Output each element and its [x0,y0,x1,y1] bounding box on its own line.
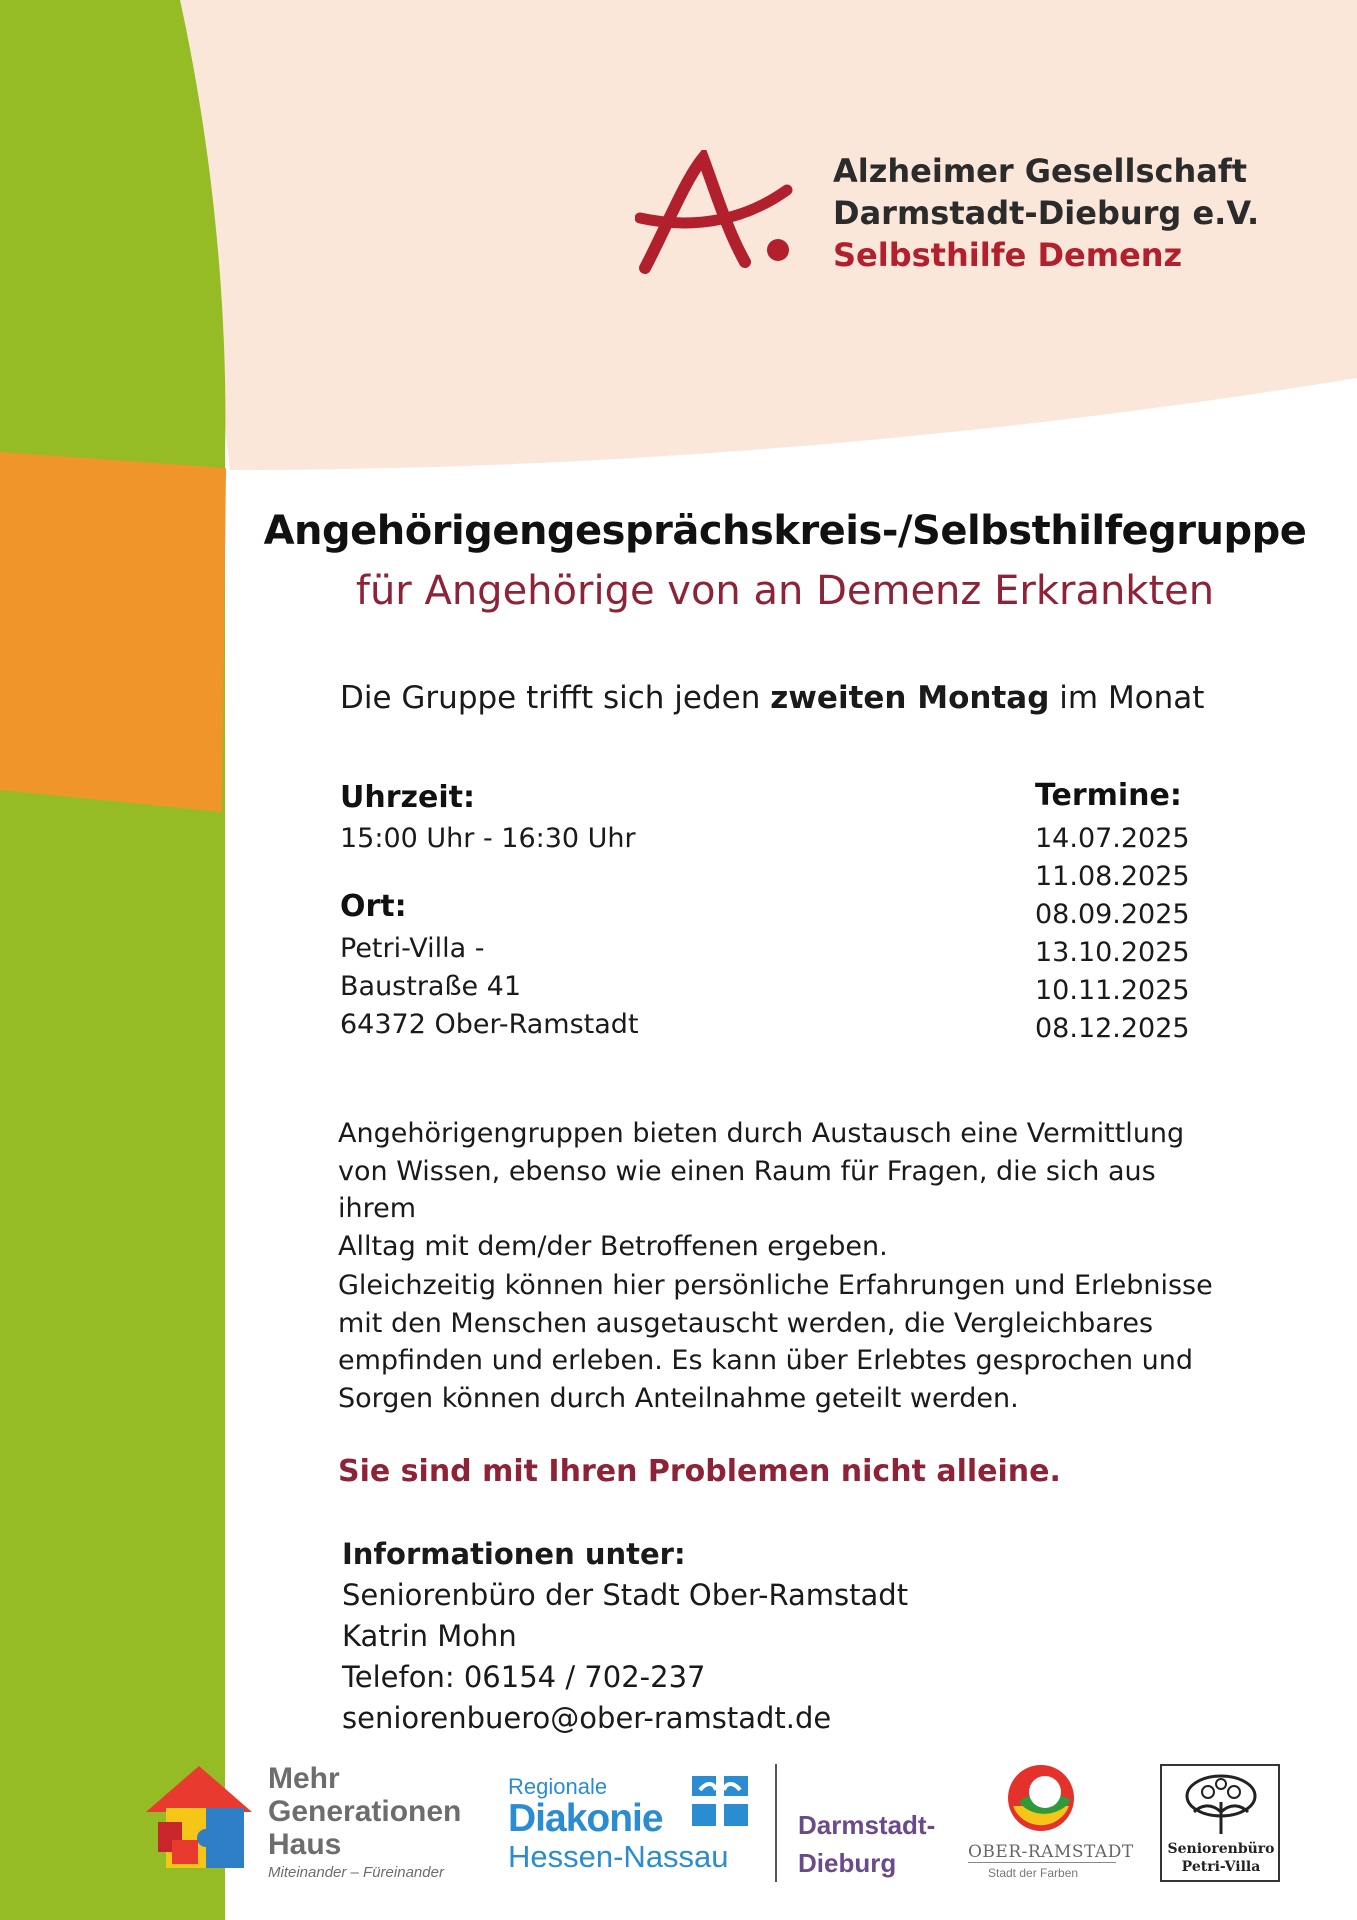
contact-heading: Informationen unter: [342,1537,686,1571]
region-line: Dieburg [798,1848,897,1878]
mgh-line: Mehr [268,1762,340,1795]
senioren-line: Seniorenbüro [1167,1841,1275,1857]
time-value: 15:00 Uhr - 16:30 Uhr [340,823,636,854]
tree-ornament-icon [1180,1772,1262,1836]
paragraph-line: empfinden und erleben. Es kann über Erlebtes gesprochen und [338,1345,1194,1376]
mehrgenerationenhaus-house-icon [140,1762,258,1874]
ober-ramstadt-underline [968,1862,1116,1863]
date-item: 11.08.2025 [1035,861,1190,892]
place-address [340,930,639,1044]
date-item: 14.07.2025 [1035,823,1190,854]
place-line: Petri-Villa - [340,933,485,964]
intro-text-before: Die Gruppe trifft sich jeden [340,680,771,716]
region-line: Darmstadt- [798,1810,936,1840]
ober-ramstadt-emblem-icon [1005,1762,1077,1834]
page-subtitle: für Angehörige von an Demenz Erkrankten [355,568,1215,614]
description-paragraph-2 [338,1267,1238,1417]
time-label: Uhrzeit: [340,780,475,815]
contact-person: Katrin Mohn [342,1619,517,1653]
dates-label: Termine: [1035,778,1182,813]
mehrgenerationenhaus-logo-text [268,1762,461,1861]
place-line: 64372 Ober-Ramstadt [340,1009,639,1040]
org-name-line3: Selbsthilfe Demenz [833,236,1183,274]
diakonie-name: Diakonie [508,1797,663,1840]
meeting-frequency [340,680,1204,716]
paragraph-line: Sorgen können durch Anteilnahme geteilt werden. [338,1382,1019,1414]
date-item: 10.11.2025 [1035,975,1190,1006]
paragraph-line: Angehörigengruppen bieten durch Austausch eine Vermittlung [338,1118,1185,1149]
contact-info [342,1534,908,1739]
senioren-line: Petri-Villa [1181,1859,1261,1875]
contact-email[interactable]: seniorenbuero@ober-ramstadt.de [342,1701,832,1735]
org-name-block [833,150,1259,276]
ober-ramstadt-tagline: Stadt der Farben [988,1866,1079,1880]
contact-phone: Telefon: 06154 / 702-237 [342,1660,706,1694]
mgh-line: Generationen [268,1795,462,1828]
darmstadt-dieburg-text [798,1806,935,1882]
date-item: 08.09.2025 [1035,899,1190,930]
alzheimer-a-logo-icon [635,150,795,280]
intro-text-after: im Monat [1049,680,1205,716]
mgh-tagline: Miteinander – Füreinander [268,1864,444,1881]
ober-ramstadt-name: OBER-RAMSTADT [968,1842,1134,1862]
diakonie-cross-icon [692,1776,748,1826]
description-paragraph-1 [338,1115,1238,1265]
org-name-line2: Darmstadt-Dieburg e.V. [833,194,1260,232]
place-line: Baustraße 41 [340,971,522,1002]
date-item: 13.10.2025 [1035,937,1190,968]
orange-left-band [0,452,226,812]
date-item: 08.12.2025 [1035,1013,1190,1044]
seniorenbuero-logo-text [1162,1840,1280,1876]
green-left-band [0,0,225,1920]
paragraph-line: Alltag mit dem/der Betroffenen ergeben. [338,1230,888,1262]
org-name-line1: Alzheimer Gesellschaft [833,152,1248,190]
diakonie-hessen-nassau: Hessen-Nassau [508,1839,729,1874]
logo-divider [775,1764,777,1882]
paragraph-line: von Wissen, ebenso wie einen Raum für Fragen, die sich aus ihrem [338,1155,1156,1224]
paragraph-line: Gleichzeitig können hier persönliche Erfahrungen und Erlebnisse [338,1270,1213,1301]
contact-organization: Seniorenbüro der Stadt Ober-Ramstadt [342,1578,909,1612]
diakonie-regionale: Regionale [508,1774,608,1799]
paragraph-line: mit den Menschen ausgetauscht werden, die Vergleichbares [338,1307,1154,1339]
place-label: Ort: [340,889,407,924]
mgh-line: Haus [268,1828,342,1861]
intro-text-bold: zweiten Montag [770,680,1050,716]
dates-list [1035,820,1190,1048]
page-title: Angehörigengesprächskreis-/Selbsthilfegruppe [263,508,1307,554]
highlight-message: Sie sind mit Ihren Problemen nicht alleine. [338,1454,1061,1489]
